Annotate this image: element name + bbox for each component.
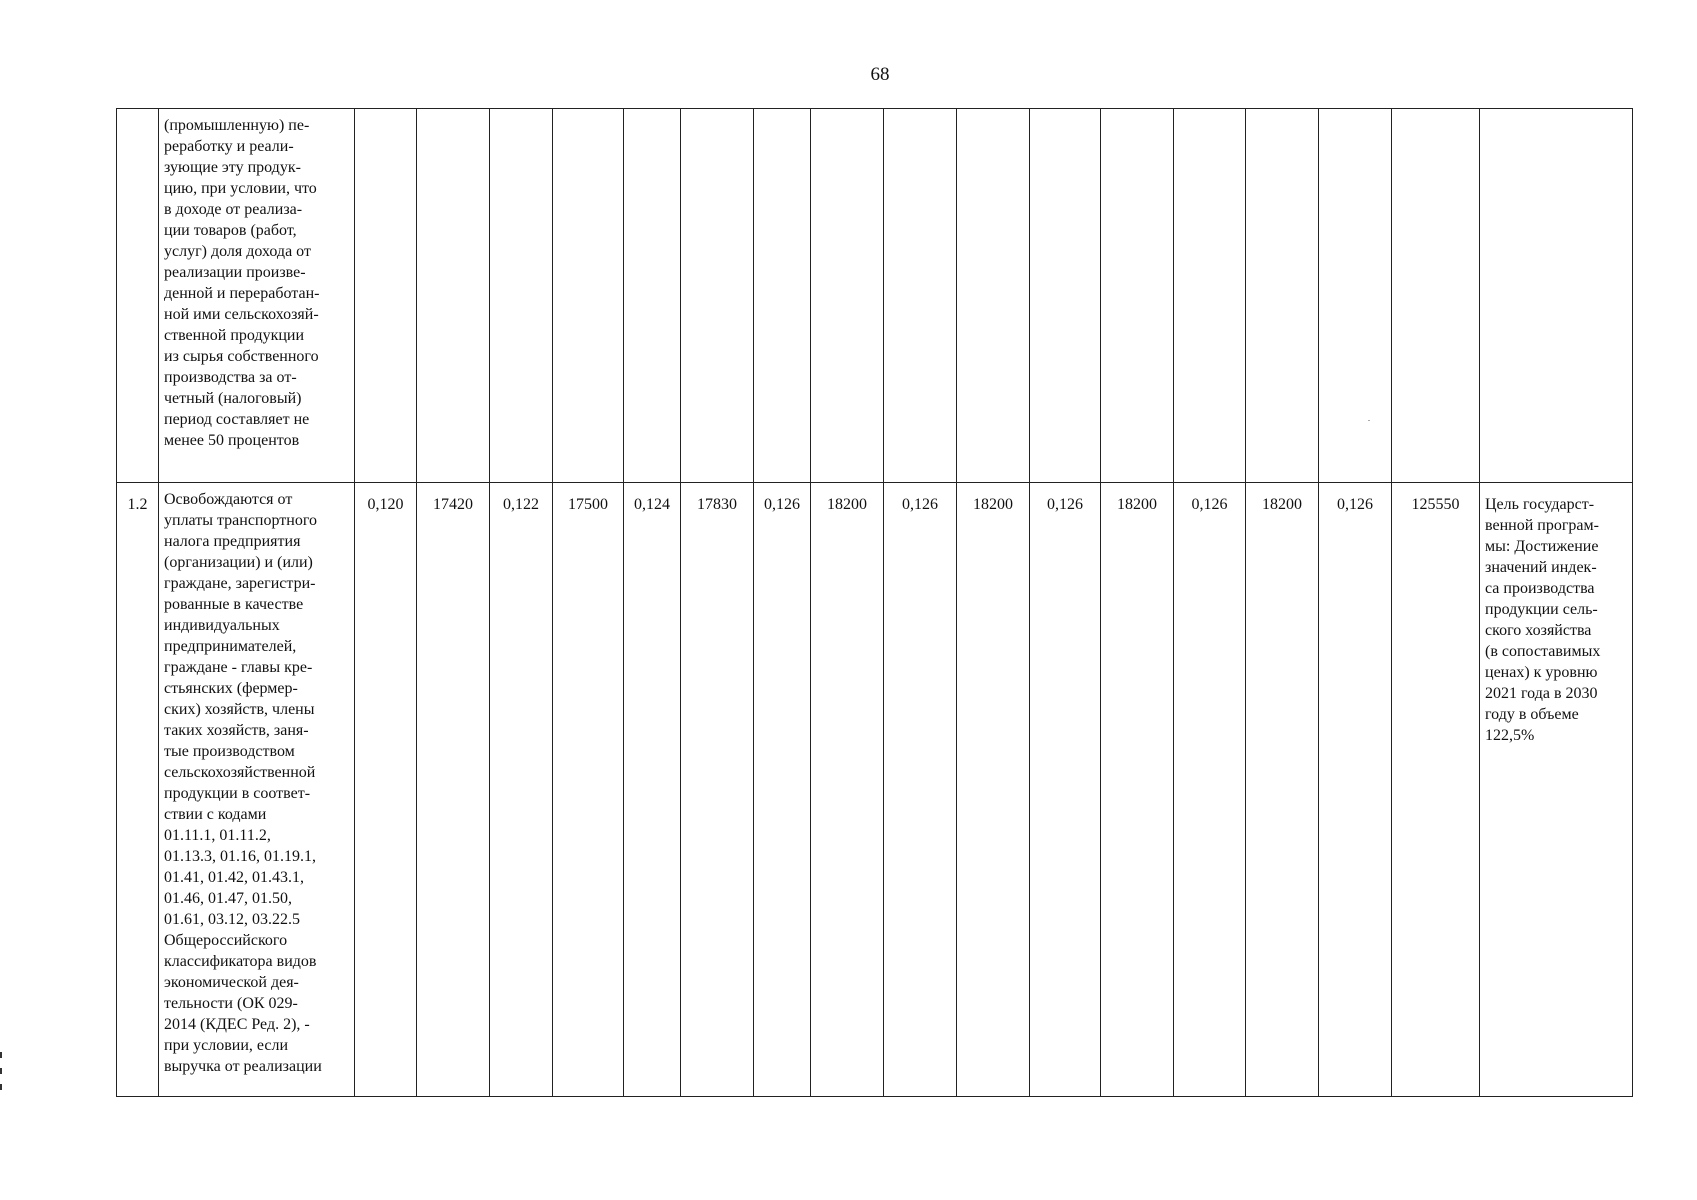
- scan-speck: [1368, 420, 1370, 421]
- margin-tick: [0, 1052, 2, 1058]
- value-cell: 18200: [1246, 483, 1319, 1097]
- table-row-continuation: [117, 109, 1633, 483]
- binding-margin-marks: [0, 1052, 6, 1100]
- goal-text: Цель государст- венной програм- мы: Достижение значений индек- са производства продукции сель- ского хозяйства (в сопоставимых ценах) к уровню 2021 года в 2030 году в объеме 122,5%: [1485, 496, 1601, 744]
- value-cell: [884, 109, 957, 483]
- value-cell: 17500: [553, 483, 624, 1097]
- value-cell: [624, 109, 681, 483]
- value-cell: 0,120: [355, 483, 417, 1097]
- value-cell: [754, 109, 811, 483]
- value-cell: 0,124: [624, 483, 681, 1097]
- goal-cell: [1480, 483, 1633, 1097]
- description-text: Освобождаются от уплаты транспортного налога предприятия (организации) и (или) граждане, зарегистри- рованные в качестве индивидуальных предпринимателей, граждане - главы кре- стьянских (фермер- ских) хозяйств, члены таких хозяйств, заня- тые производством сельскохозяйственной продукции в соответ- ствии с кодами 01.11.1, 01.11.2, 01.13.3, 01.16, 01.19.1, 01.41, 01.42, 01.43.1, 01.46, 01.47, 01.50, 01.61, 03.12, 03.22.5 Общероссийского классификатора видов экономической дея- тельности (ОК 029- 2014 (КДЕС Ред. 2), - при условии, если выручка от реализации: [164, 491, 322, 1075]
- value-cell: 0,126: [754, 483, 811, 1097]
- value-cell: 18200: [811, 483, 884, 1097]
- margin-tick: [0, 1068, 2, 1074]
- table-row-1-2: [117, 483, 1633, 1097]
- value-cell: [1101, 109, 1174, 483]
- value-cell: [1030, 109, 1101, 483]
- margin-tick: [0, 1084, 2, 1090]
- description-cell: [159, 109, 355, 483]
- value-cell: [355, 109, 417, 483]
- value-cell: [490, 109, 553, 483]
- value-cell: [1392, 109, 1480, 483]
- value-cell: [1174, 109, 1246, 483]
- value-cell: 0,126: [884, 483, 957, 1097]
- value-cell: 18200: [957, 483, 1030, 1097]
- value-cell: 18200: [1101, 483, 1174, 1097]
- indicators-table: [116, 108, 1633, 1097]
- value-cell: 0,126: [1319, 483, 1392, 1097]
- description-cell: [159, 483, 355, 1097]
- page-number: 68: [870, 64, 890, 85]
- value-cell: 17830: [681, 483, 754, 1097]
- value-cell: [957, 109, 1030, 483]
- row-number-cell: 1.2: [117, 483, 159, 1097]
- value-cell: [811, 109, 884, 483]
- value-cell: [1246, 109, 1319, 483]
- value-cell: 17420: [417, 483, 490, 1097]
- value-cell: 125550: [1392, 483, 1480, 1097]
- value-cell: [681, 109, 754, 483]
- value-cell: [417, 109, 490, 483]
- value-cell: 0,126: [1030, 483, 1101, 1097]
- goal-cell: [1480, 109, 1633, 483]
- row-number-cell: [117, 109, 159, 483]
- value-cell: 0,122: [490, 483, 553, 1097]
- value-cell: [553, 109, 624, 483]
- description-text: (промышленную) пе- реработку и реали- зующие эту продук- цию, при условии, что в доходе от реализа- ции товаров (работ, услуг) доля дохода от реализации произве- денной и переработан- ной ими сельскохозяй- ственной продукции из сырья собственного производства за от- четный (налоговый) период составляет не менее 50 процентов: [164, 117, 320, 449]
- value-cell: 0,126: [1174, 483, 1246, 1097]
- value-cell: [1319, 109, 1392, 483]
